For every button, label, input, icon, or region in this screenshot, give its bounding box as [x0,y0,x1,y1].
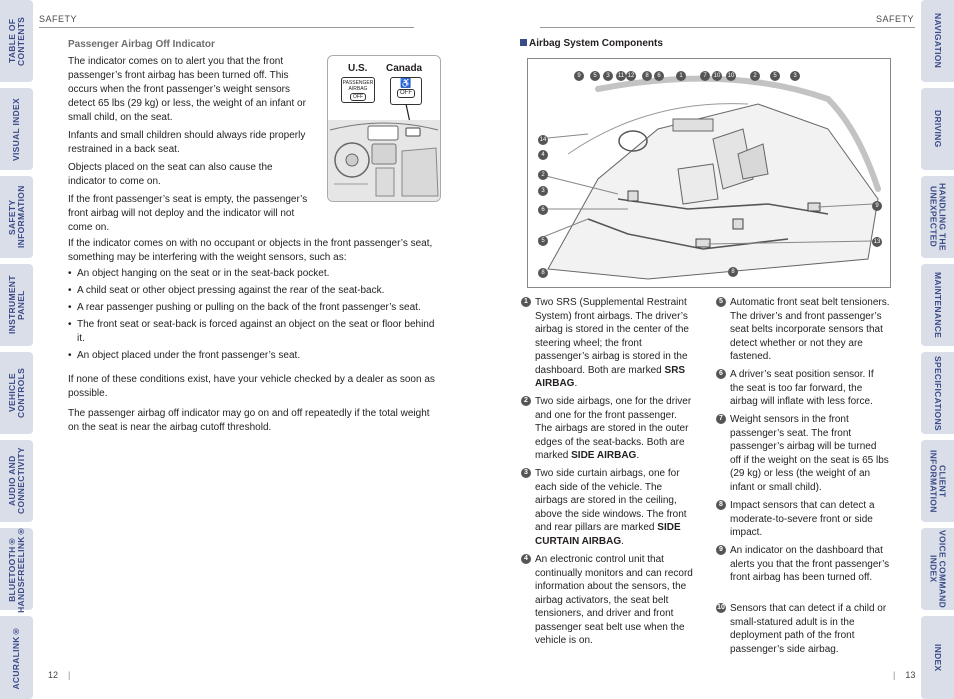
left-page-header: SAFETY [39,14,78,24]
section-marker-icon [520,39,527,46]
right-tab-driving[interactable] [921,88,954,170]
item-text: A driver’s seat position sensor. If the seat is too far forward, the airbag will inflate with less force. [730,369,874,407]
list-item: • A child seat or other object pressing against the rear of the seat-back. [68,284,438,298]
callout-5-left: 5 [538,236,548,246]
item-number: 4 [521,554,531,564]
indicator-figure [327,55,441,202]
subheading: Passenger Airbag Off Indicator [68,39,215,50]
item-number: 5 [716,297,726,307]
item-text: An electronic control unit that continually monitors and can record information about the sensors, the airbag activators, the seat belt tensioners, and driver and front passenger seat belt use when the vehicle is on. [535,554,693,646]
us-indicator-line1: PASSENGER [342,80,374,86]
interference-list [68,267,438,366]
tab-label: AUDIO AND CONNECTIVITY [6,447,26,515]
list-item: • The front seat or seat-back is forced against an object on the seat or floor behind it. [68,318,438,346]
item-text: Two side airbags, one for the driver and one for the front passenger. The airbags are stored in the outer edges of the seat-backs. Both are marked [535,396,692,461]
left-tab-audio-connectivity[interactable] [0,440,33,522]
left-callouts [538,135,550,280]
callout-14: 14 [539,137,547,143]
tab-label: HANDLING THE UNEXPECTED [928,183,948,251]
section-title [520,38,663,49]
item-number: 10 [717,604,725,611]
closing-paragraph: The passenger airbag off indicator may go on and off repeatedly if the total weight on the seat is near the airbag cutoff threshold. [68,408,430,433]
component-item [719,368,890,409]
component-item [719,544,890,585]
page-number-divider: | [893,670,896,680]
item-number: 3 [521,468,531,478]
intro-paragraph: Objects placed on the seat can also cause the indicator to come on. [68,162,273,187]
right-page-number [893,670,915,680]
item-bold: SIDE CURTAIN AIRBAG [535,522,681,547]
left-page-number [48,670,70,680]
callout-10b: 10 [727,73,735,79]
callout-6: 6 [654,71,664,81]
item-post: . [621,535,624,547]
tab-label: BLUETOOTH® HANDSFREELINK® [6,525,26,613]
right-tab-navigation[interactable] [921,0,954,82]
item-text: Two SRS (Supplemental Restraint System) front airbags. The driver’s airbag is stored in the center of the steering wheel; the front passenger’s airbag is stored in the dashboard. Both are marked [535,297,689,376]
dashboard-illustration [328,56,440,201]
component-item [719,499,890,540]
canada-indicator-off: OFF [397,89,415,98]
callout-9: 9 [574,71,584,81]
left-tab-bluetooth[interactable] [0,525,33,613]
callout-3-left: 3 [538,186,548,196]
right-tab-voice-command-index[interactable] [921,528,954,610]
list-item: • An object placed under the front passenger’s seat. [68,349,438,363]
child-seat-icon: ♿ [400,78,412,88]
right-tab-index[interactable] [921,616,954,699]
tab-label: DRIVING [933,110,943,148]
vehicle-cutaway-illustration [528,59,890,287]
item-number: 6 [716,369,726,379]
right-page-header: SAFETY [875,14,914,24]
callout-9-right: 9 [872,201,882,211]
callout-12: 12 [627,73,635,79]
callout-3b: 3 [790,71,800,81]
tab-label: INDEX [933,643,943,672]
left-tab-instrument-panel[interactable] [0,264,33,346]
component-item [719,413,890,494]
callout-2: 2 [750,71,760,81]
callout-6-left: 6 [538,205,548,215]
lead-paragraph: If the indicator comes on with no occupant or objects in the front passenger’s seat, something may be interfering with the weight sensors, such as: [68,238,433,263]
list-item: • An object hanging on the seat or in the seat-back pocket. [68,267,438,281]
component-item [524,467,693,548]
top-callouts [574,71,804,83]
item-text: Automatic front seat belt tensioners. The driver’s and front passenger’s seat belts incorporate sensors that detect whether or not they are fastened. [730,297,890,362]
item-post: . [636,450,640,461]
item-text: Impact sensors that can detect a moderate-to-severe front or side impact. [730,500,875,538]
left-tab-safety-information[interactable] [0,176,33,258]
tab-label: VOICE COMMAND INDEX [928,529,948,609]
callout-8: 8 [642,71,652,81]
right-tab-client-information[interactable] [921,440,954,522]
tab-label: VISUAL INDEX [11,97,21,161]
callout-7: 7 [700,71,710,81]
item-text: Two side curtain airbags, one for each side of the vehicle. The airbags are stored in the ceiling, above the side windows. The front and rear pillars are marked [535,468,687,533]
callout-11: 11 [617,73,625,79]
component-item [719,296,890,364]
tab-label: VEHICLE CONTROLS [6,367,26,419]
callout-5: 5 [590,71,600,81]
item-text: Weight sensors in the front passenger’s seat. The front passenger’s airbag will be turned off if the weight on the seat is 65 lbs (29 kg) or less (the weight of an infant or small child). [730,414,889,493]
item-number: 9 [716,545,726,555]
callout-10a: 10 [713,73,721,79]
callout-3: 3 [603,71,613,81]
intro-paragraph: If the front passenger’s seat is empty, the passenger’s front airbag will not deploy and the indicator will not come on. [68,194,308,233]
left-tab-vehicle-controls[interactable] [0,352,33,434]
us-indicator-off: OFF [350,93,366,101]
list-item: • A rear passenger pushing or pulling on the back of the front passenger’s seat. [68,301,438,315]
canada-label: Canada [386,63,423,74]
left-tab-table-of-contents[interactable] [0,0,33,82]
callout-1: 1 [676,71,686,81]
item-text: Sensors that can detect if a child or small-statured adult is in the deployment path of the front passenger’s side airbag. [730,603,887,655]
tab-label: INSTRUMENT PANEL [6,275,26,335]
intro-text [68,55,313,239]
left-header-rule [39,27,414,28]
item-number: 8 [716,500,726,510]
item-number: 1 [521,297,531,307]
right-header-rule [540,27,915,28]
component-item [524,395,693,463]
tab-label: NAVIGATION [933,13,943,69]
item-number: 7 [716,414,726,424]
us-label: U.S. [348,63,368,74]
us-indicator-line2: AIRBAG [348,86,368,92]
callout-8-left: 8 [538,268,548,278]
item-bold: SRS AIRBAG [535,364,686,389]
item-post: . [574,378,578,389]
item-text: An indicator on the dashboard that alerts you that the front passenger’s front airbag has been turned off. [730,545,890,583]
callout-13-right: 13 [873,239,881,245]
component-item [524,553,693,648]
left-tab-acuralink[interactable] [0,616,33,699]
component-item [524,296,693,391]
tab-label: CLIENT INFORMATION [928,449,948,513]
closing-text [68,373,438,439]
callout-5b: 5 [770,71,780,81]
left-tab-visual-index[interactable] [0,88,33,170]
intro-paragraph: The indicator comes on to alert you that the front passenger’s front airbag has been turned off. This occurs when the front passenger’s weight sensors detect 65 lbs (29 kg) or less, the weight of an infant or small child, on the seat. [68,56,306,123]
tab-label: TABLE OF CONTENTS [6,16,26,66]
right-tab-specifications[interactable] [921,352,954,434]
section-title-text: Airbag System Components [529,38,663,49]
component-item [717,602,890,656]
right-tab-maintenance[interactable] [921,264,954,346]
page-number-value: 13 [905,670,916,680]
intro-paragraph: Infants and small children should always ride properly restrained in a back seat. [68,130,306,155]
page-number-divider: | [68,670,71,680]
item-number: 2 [521,396,531,406]
callout-8-bottom: 8 [728,267,738,277]
callout-4: 4 [538,150,548,160]
callout-2-left: 2 [538,170,548,180]
right-tab-handling-unexpected[interactable] [921,176,954,258]
tab-label: SPECIFICATIONS [933,355,943,431]
closing-paragraph: If none of these conditions exist, have your vehicle checked by a dealer as soon as possible. [68,374,435,399]
tab-label: MAINTENANCE [933,271,943,339]
page-number-value: 12 [48,670,59,680]
airbag-components-diagram [527,58,891,288]
tab-label: ACURALINK® [11,625,21,690]
item-bold: SIDE AIRBAG [571,450,637,461]
tab-label: SAFETY INFORMATION [6,185,26,249]
